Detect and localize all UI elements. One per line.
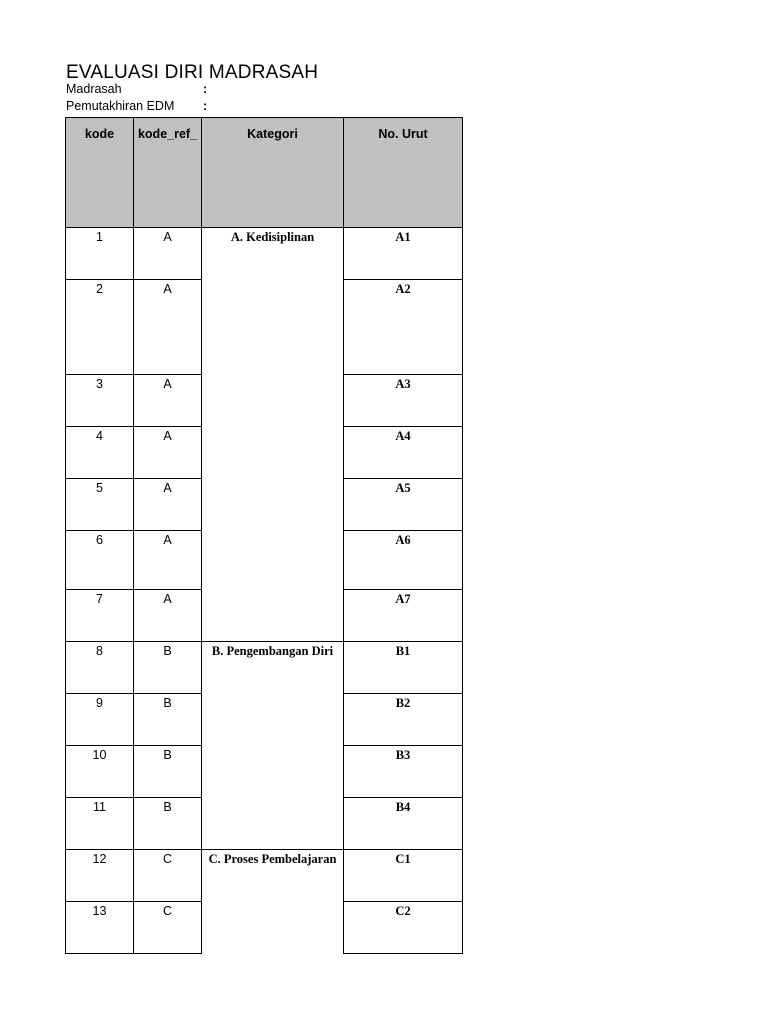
table-row	[66, 228, 463, 280]
cell-kategori	[202, 280, 344, 375]
cell-kategori	[202, 590, 344, 642]
cell-kode-ref: C	[134, 902, 202, 954]
cell-kode: 10	[66, 746, 134, 798]
cell-no-urut: A5	[344, 479, 463, 531]
cell-kategori	[202, 479, 344, 531]
table-header-row	[66, 118, 463, 228]
cell-kategori: A. Kedisiplinan	[202, 228, 344, 280]
cell-no-urut: A3	[344, 375, 463, 427]
cell-kode-ref: A	[134, 531, 202, 590]
meta-edm-colon: :	[203, 99, 208, 113]
cell-kode-ref: C	[134, 850, 202, 902]
cell-kategori	[202, 694, 344, 746]
cell-no-urut: A2	[344, 280, 463, 375]
meta-madrasah	[66, 82, 207, 96]
cell-kategori	[202, 902, 344, 954]
cell-no-urut: C2	[344, 902, 463, 954]
table-row	[66, 427, 463, 479]
cell-kode: 4	[66, 427, 134, 479]
table-row	[66, 798, 463, 850]
table-row	[66, 642, 463, 694]
table-row	[66, 375, 463, 427]
cell-kode: 8	[66, 642, 134, 694]
table-row	[66, 902, 463, 954]
cell-kategori: C. Proses Pembelajaran	[202, 850, 344, 902]
cell-no-urut: A6	[344, 531, 463, 590]
cell-kode: 11	[66, 798, 134, 850]
cell-kode-ref: B	[134, 798, 202, 850]
cell-kode-ref: A	[134, 375, 202, 427]
cell-kode-ref: B	[134, 642, 202, 694]
cell-no-urut: A1	[344, 228, 463, 280]
cell-no-urut: C1	[344, 850, 463, 902]
cell-kode-ref: B	[134, 746, 202, 798]
cell-no-urut: A7	[344, 590, 463, 642]
cell-kategori	[202, 798, 344, 850]
cell-no-urut: B3	[344, 746, 463, 798]
cell-no-urut: A4	[344, 427, 463, 479]
cell-kategori	[202, 746, 344, 798]
meta-edm-label: Pemutakhiran EDM	[66, 99, 175, 113]
cell-kode-ref: A	[134, 590, 202, 642]
cell-kode: 12	[66, 850, 134, 902]
cell-no-urut: B4	[344, 798, 463, 850]
table-row	[66, 590, 463, 642]
meta-madrasah-colon: :	[203, 82, 208, 96]
header-kode: kode	[66, 118, 134, 228]
cell-kategori	[202, 531, 344, 590]
page-title: EVALUASI DIRI MADRASAH	[66, 62, 319, 83]
header-no-urut: No. Urut	[344, 118, 463, 228]
cell-kode-ref: A	[134, 280, 202, 375]
table-body	[66, 228, 463, 954]
table-row	[66, 850, 463, 902]
cell-kode-ref: A	[134, 427, 202, 479]
cell-no-urut: B2	[344, 694, 463, 746]
cell-kategori	[202, 375, 344, 427]
cell-kode-ref: A	[134, 228, 202, 280]
cell-kode: 13	[66, 902, 134, 954]
cell-kategori	[202, 427, 344, 479]
table-row	[66, 694, 463, 746]
edm-table	[65, 117, 463, 954]
table-row	[66, 531, 463, 590]
cell-kode: 3	[66, 375, 134, 427]
cell-kode: 5	[66, 479, 134, 531]
cell-no-urut: B1	[344, 642, 463, 694]
cell-kode: 6	[66, 531, 134, 590]
table-row	[66, 479, 463, 531]
cell-kode: 2	[66, 280, 134, 375]
cell-kategori: B. Pengembangan Diri	[202, 642, 344, 694]
header-kategori: Kategori	[202, 118, 344, 228]
meta-pemutakhiran-edm	[66, 99, 207, 113]
table-row	[66, 746, 463, 798]
table-row	[66, 280, 463, 375]
cell-kode: 9	[66, 694, 134, 746]
cell-kode-ref: A	[134, 479, 202, 531]
cell-kode: 1	[66, 228, 134, 280]
cell-kode: 7	[66, 590, 134, 642]
cell-kode-ref: B	[134, 694, 202, 746]
header-kode-ref: kode_ref_	[134, 118, 202, 228]
meta-madrasah-label: Madrasah	[66, 82, 122, 96]
